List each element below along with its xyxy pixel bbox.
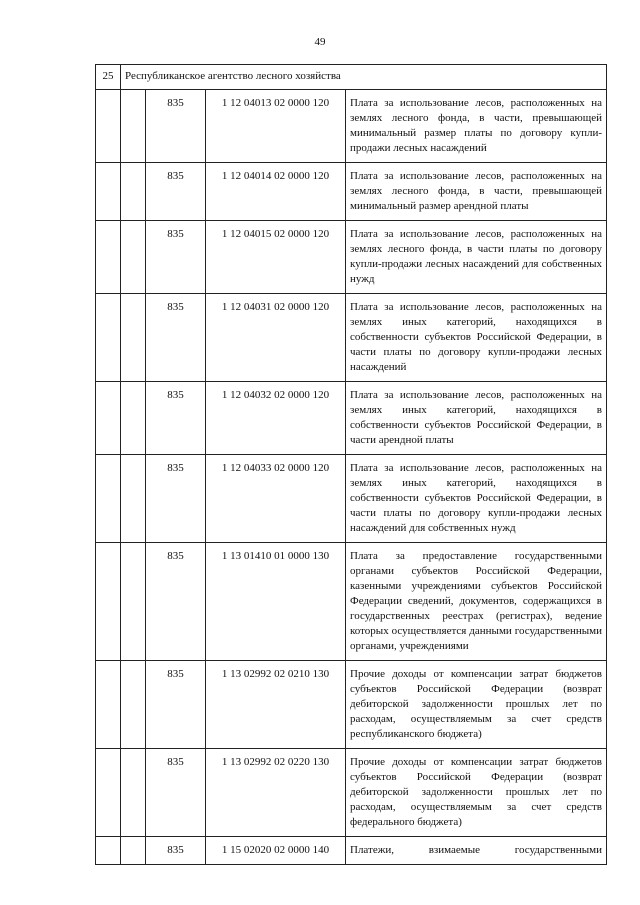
description-cell: Плата за использование лесов, расположенных на землях иных категорий, находящихся в собственности субъектов Российской Федерации, в части арендной платы <box>346 382 607 455</box>
admin-code-cell: 835 <box>146 90 206 163</box>
budget-code-cell: 1 12 04014 02 0000 120 <box>206 163 346 221</box>
budget-code-cell: 1 12 04032 02 0000 120 <box>206 382 346 455</box>
section-header-row <box>96 65 607 90</box>
table-row <box>96 661 607 749</box>
admin-code-cell: 835 <box>146 837 206 865</box>
admin-code-cell: 835 <box>146 382 206 455</box>
table-row <box>96 294 607 382</box>
section-number: 25 <box>96 65 121 90</box>
budget-code-cell: 1 12 04013 02 0000 120 <box>206 90 346 163</box>
row-number-cell <box>121 661 146 749</box>
description-cell: Плата за использование лесов, расположенных на землях иных категорий, находящихся в собственности субъектов Российской Федерации, в части платы по договору купли-продажи лесных насаждений для собственных нужд <box>346 455 607 543</box>
description-cell: Прочие доходы от компенсации затрат бюджетов субъектов Российской Федерации (возврат дебиторской задолженности прошлых лет по расходам, осуществляемым за счет средств федерального бюджета) <box>346 749 607 837</box>
budget-code-cell: 1 12 04015 02 0000 120 <box>206 221 346 294</box>
admin-code-cell: 835 <box>146 163 206 221</box>
row-number-cell <box>121 382 146 455</box>
budget-code-cell: 1 12 04031 02 0000 120 <box>206 294 346 382</box>
row-number-cell <box>121 294 146 382</box>
budget-code-cell: 1 13 02992 02 0220 130 <box>206 749 346 837</box>
section-number-spacer <box>96 455 121 543</box>
row-number-cell <box>121 163 146 221</box>
section-number-spacer <box>96 221 121 294</box>
section-number-spacer <box>96 543 121 661</box>
description-cell: Плата за использование лесов, расположенных на землях лесного фонда, в части, превышающей минимальный размер арендной платы <box>346 163 607 221</box>
description-cell: Платежи, взимаемые государственными <box>346 837 607 865</box>
description-cell: Прочие доходы от компенсации затрат бюджетов субъектов Российской Федерации (возврат дебиторской задолженности прошлых лет по расходам, осуществляемым за счет средств республиканского бюджета) <box>346 661 607 749</box>
description-cell: Плата за использование лесов, расположенных на землях иных категорий, находящихся в собственности субъектов Российской Федерации, в части платы по договору купли-продажи лесных насаждений <box>346 294 607 382</box>
budget-code-cell: 1 12 04033 02 0000 120 <box>206 455 346 543</box>
section-number-spacer <box>96 382 121 455</box>
section-number-spacer <box>96 163 121 221</box>
row-number-cell <box>121 90 146 163</box>
section-number-spacer <box>96 837 121 865</box>
table-row <box>96 837 607 865</box>
row-number-cell <box>121 749 146 837</box>
section-number-spacer <box>96 661 121 749</box>
admin-code-cell: 835 <box>146 221 206 294</box>
admin-code-cell: 835 <box>146 294 206 382</box>
section-number-spacer <box>96 90 121 163</box>
admin-code-cell: 835 <box>146 661 206 749</box>
admin-code-cell: 835 <box>146 543 206 661</box>
table-row <box>96 163 607 221</box>
table-row <box>96 543 607 661</box>
admin-code-cell: 835 <box>146 455 206 543</box>
table-row <box>96 382 607 455</box>
admin-code-cell: 835 <box>146 749 206 837</box>
budget-code-cell: 1 13 01410 01 0000 130 <box>206 543 346 661</box>
description-cell: Плата за предоставление государственными органами субъектов Российской Федерации, казенными учреждениями субъектов Российской Федерации сведений, документов, содержащихся в государственных реестрах (регистрах), ведение которых осуществляется данными государственными органами, учреждениями <box>346 543 607 661</box>
table-row <box>96 221 607 294</box>
description-cell: Плата за использование лесов, расположенных на землях лесного фонда, в части, превышающей минимальный размер платы по договору купли-продажи лесных насаждений <box>346 90 607 163</box>
section-title: Республиканское агентство лесного хозяйства <box>121 65 607 90</box>
page-number: 49 <box>314 36 326 48</box>
row-number-cell <box>121 221 146 294</box>
table-row <box>96 749 607 837</box>
section-number-spacer <box>96 749 121 837</box>
budget-code-cell: 1 13 02992 02 0210 130 <box>206 661 346 749</box>
table-row <box>96 455 607 543</box>
row-number-cell <box>121 837 146 865</box>
revenue-codes-table <box>95 64 607 865</box>
row-number-cell <box>121 455 146 543</box>
description-cell: Плата за использование лесов, расположенных на землях лесного фонда, в части платы по договору купли-продажи лесных насаждений для собственных нужд <box>346 221 607 294</box>
budget-code-cell: 1 15 02020 02 0000 140 <box>206 837 346 865</box>
table-row <box>96 90 607 163</box>
row-number-cell <box>121 543 146 661</box>
section-number-spacer <box>96 294 121 382</box>
